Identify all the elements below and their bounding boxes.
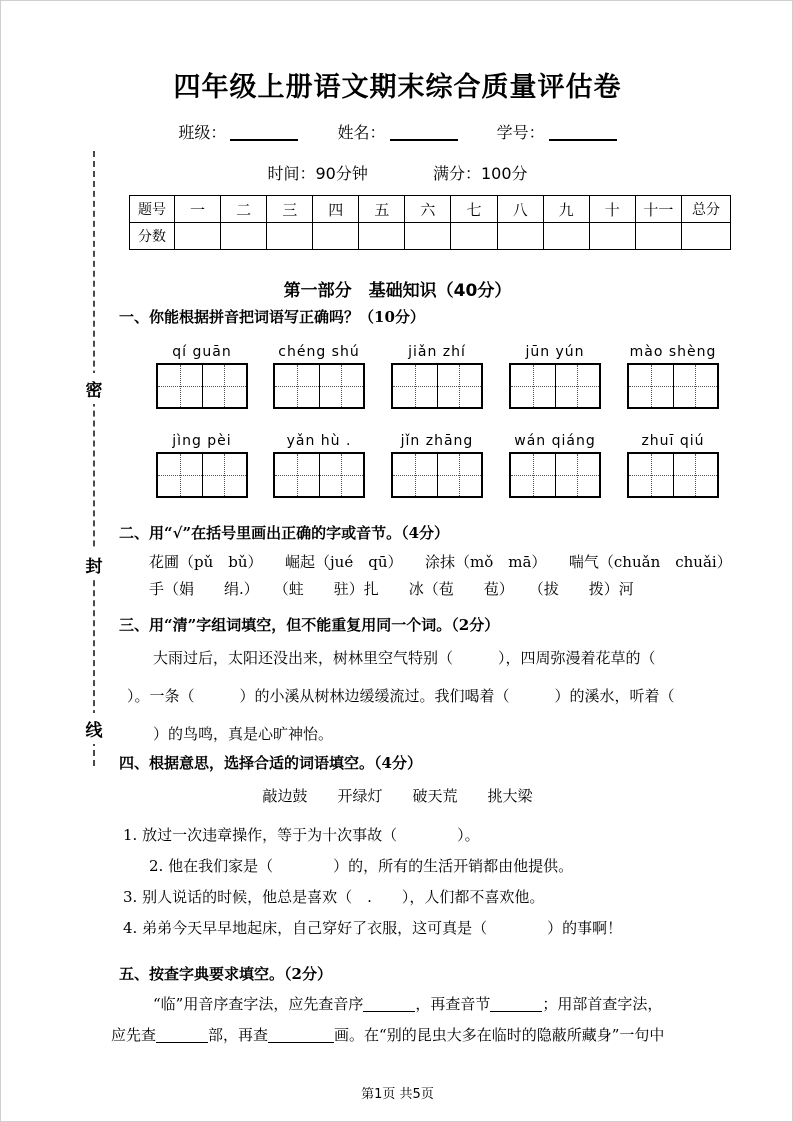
pinyin-group-3 [391,344,483,409]
tianzige-cell[interactable] [511,365,555,407]
exam-total-score: 满分：100分 [432,164,528,183]
name-label: 姓名： [337,123,386,142]
tianzige-8[interactable] [391,452,483,498]
student-id-label: 学号： [496,123,545,142]
col-7: 七 [451,196,497,223]
row-label-score: 分数 [130,223,175,250]
tianzige-cell[interactable] [673,365,717,407]
question-4-word-bank: 敲边鼓 开绿灯 破天荒 挑大梁 [262,787,533,805]
question-3-line-1: 大雨过后，太阳还没出来，树林里空气特别（ ），四周弥漫着花草的（ [153,649,656,667]
q5-text-c: ；用部首查字法， [542,995,663,1013]
table-row-question-numbers [130,196,731,223]
pinyin-group-1 [156,344,248,409]
question-5-heading: 五、按查字典要求填空。（2分） [119,965,332,983]
question-3-line-3: ）的鸟鸣，真是心旷神怡。 [153,725,334,743]
student-id-blank[interactable] [549,139,617,141]
seal-char-feng: 封 [79,549,109,580]
tianzige-cell[interactable] [275,365,319,407]
q5-blank-3[interactable] [156,1042,208,1043]
tianzige-cell[interactable] [629,365,673,407]
q5-text-d: 应先查 [111,1026,157,1044]
pinyin-group-4 [509,344,601,409]
tianzige-cell[interactable] [319,365,363,407]
score-cell-9[interactable] [543,223,589,250]
question-4-item-2: 2. 他在我们家是（ ）的，所有的生活开销都由他提供。 [149,857,574,875]
pinyin-group-10 [627,433,719,498]
pinyin-text-2: chéng shú [278,344,360,360]
pinyin-text-5: mào shèng [629,344,717,360]
col-total: 总分 [682,196,731,223]
pinyin-group-8 [391,433,483,498]
tianzige-cell[interactable] [158,454,202,496]
pinyin-group-7 [273,433,365,498]
q5-text-a: “临”用音序查字法，应先查音序 [153,995,364,1013]
tianzige-4[interactable] [509,363,601,409]
pinyin-text-7: yǎn hù . [286,433,352,449]
row-label-question-number: 题号 [130,196,175,223]
score-cell-4[interactable] [313,223,359,250]
col-3: 三 [267,196,313,223]
col-2: 二 [221,196,267,223]
class-field[interactable] [178,123,298,142]
score-cell-5[interactable] [359,223,405,250]
tianzige-7[interactable] [273,452,365,498]
tianzige-cell[interactable] [393,454,437,496]
question-2-line-1: 花圃（pǔ bǔ） 崛起（jué qū） 涂抹（mǒ mā） 喘气（chuǎn chuǎi） [149,553,732,571]
question-5-line-2 [111,1024,664,1047]
pinyin-text-10: zhuī qiú [641,433,705,449]
col-11: 十一 [635,196,681,223]
table-row-scores [130,223,731,250]
tianzige-cell[interactable] [393,365,437,407]
pinyin-text-9: wán qiáng [514,433,596,449]
pinyin-text-3: jiǎn zhí [408,344,466,360]
col-8: 八 [497,196,543,223]
pinyin-group-6 [156,433,248,498]
pinyin-row-2 [1,433,793,513]
question-4-item-4: 4. 弟弟今天早早地起床，自己穿好了衣服，这可真是（ ）的事啊！ [123,919,623,937]
q5-text-f: 画。在“别的昆虫大多在临时的隐蔽所藏身”一句中 [334,1026,665,1044]
tianzige-cell[interactable] [555,454,599,496]
name-blank[interactable] [390,139,458,141]
q5-text-e: 部，再查 [208,1026,269,1044]
name-field[interactable] [337,123,457,142]
q5-blank-1[interactable] [363,1011,415,1012]
score-cell-2[interactable] [221,223,267,250]
tianzige-cell[interactable] [555,365,599,407]
tianzige-cell[interactable] [511,454,555,496]
identity-row [1,120,793,143]
pinyin-group-9 [509,433,601,498]
student-id-field[interactable] [497,123,617,142]
question-2-line-2: 手（娟 绢.） （蛀 驻）扎 冰（苞 苞） （拔 拨）河 [149,580,634,598]
question-4-item-3: 3. 别人说话的时候，他总是喜欢（ . ），人们都不喜欢他。 [123,888,545,906]
page-footer: 第1页 共5页 [361,1087,434,1102]
seal-char-mi: 密 [79,373,109,404]
pinyin-group-5 [627,344,719,409]
col-4: 四 [313,196,359,223]
tianzige-3[interactable] [391,363,483,409]
pinyin-text-8: jǐn zhāng [400,433,474,449]
score-cell-6[interactable] [405,223,451,250]
pinyin-text-1: qí guān [172,344,232,360]
tianzige-10[interactable] [627,452,719,498]
col-6: 六 [405,196,451,223]
exam-info-row [1,161,793,184]
pinyin-text-6: jìng pèi [172,433,232,449]
question-2-heading: 二、用“√”在括号里画出正确的字或音节。（4分） [119,524,450,542]
tianzige-1[interactable] [156,363,248,409]
tianzige-cell[interactable] [275,454,319,496]
score-cell-1[interactable] [175,223,221,250]
tianzige-cell[interactable] [202,365,246,407]
tianzige-6[interactable] [156,452,248,498]
q5-blank-2[interactable] [490,1011,542,1012]
pinyin-text-4: jūn yún [525,344,585,360]
score-cell-8[interactable] [497,223,543,250]
tianzige-9[interactable] [509,452,601,498]
exam-duration: 时间：90分钟 [267,164,368,183]
question-3-heading: 三、用“清”字组词填空，但不能重复用同一个词。（2分） [119,616,500,634]
score-cell-total[interactable] [682,223,731,250]
tianzige-5[interactable] [627,363,719,409]
tianzige-cell[interactable] [673,454,717,496]
tianzige-cell[interactable] [437,365,481,407]
pinyin-row-1 [1,344,793,424]
question-5-line-1 [153,993,662,1016]
seal-char-xian: 线 [79,713,109,744]
tianzige-cell[interactable] [319,454,363,496]
question-4-item-1: 1. 放过一次违章操作，等于为十次事故（ ）。 [123,826,480,844]
col-9: 九 [543,196,589,223]
tianzige-2[interactable] [273,363,365,409]
q5-blank-4[interactable] [268,1042,334,1043]
tianzige-cell[interactable] [629,454,673,496]
question-1-heading: 一、你能根据拼音把词语写正确吗？（10分） [119,308,425,326]
tianzige-cell[interactable] [437,454,481,496]
tianzige-cell[interactable] [158,365,202,407]
q5-text-b: ，再查音节 [415,995,491,1013]
class-blank[interactable] [230,139,298,141]
question-3-line-2: ）。一条（ ）的小溪从树林边缓缓流过。我们喝着（ ）的溪水，听着（ [127,687,675,705]
score-table [129,195,731,250]
question-4-heading: 四、根据意思，选择合适的词语填空。（4分） [119,754,422,772]
col-10: 十 [589,196,635,223]
score-cell-10[interactable] [589,223,635,250]
score-cell-11[interactable] [635,223,681,250]
score-cell-3[interactable] [267,223,313,250]
score-cell-7[interactable] [451,223,497,250]
col-5: 五 [359,196,405,223]
col-1: 一 [175,196,221,223]
class-label: 班级： [178,123,227,142]
tianzige-cell[interactable] [202,454,246,496]
page-title: 四年级上册语文期末综合质量评估卷 [173,72,622,103]
pinyin-group-2 [273,344,365,409]
part-heading: 第一部分 基础知识（40分） [283,281,512,301]
